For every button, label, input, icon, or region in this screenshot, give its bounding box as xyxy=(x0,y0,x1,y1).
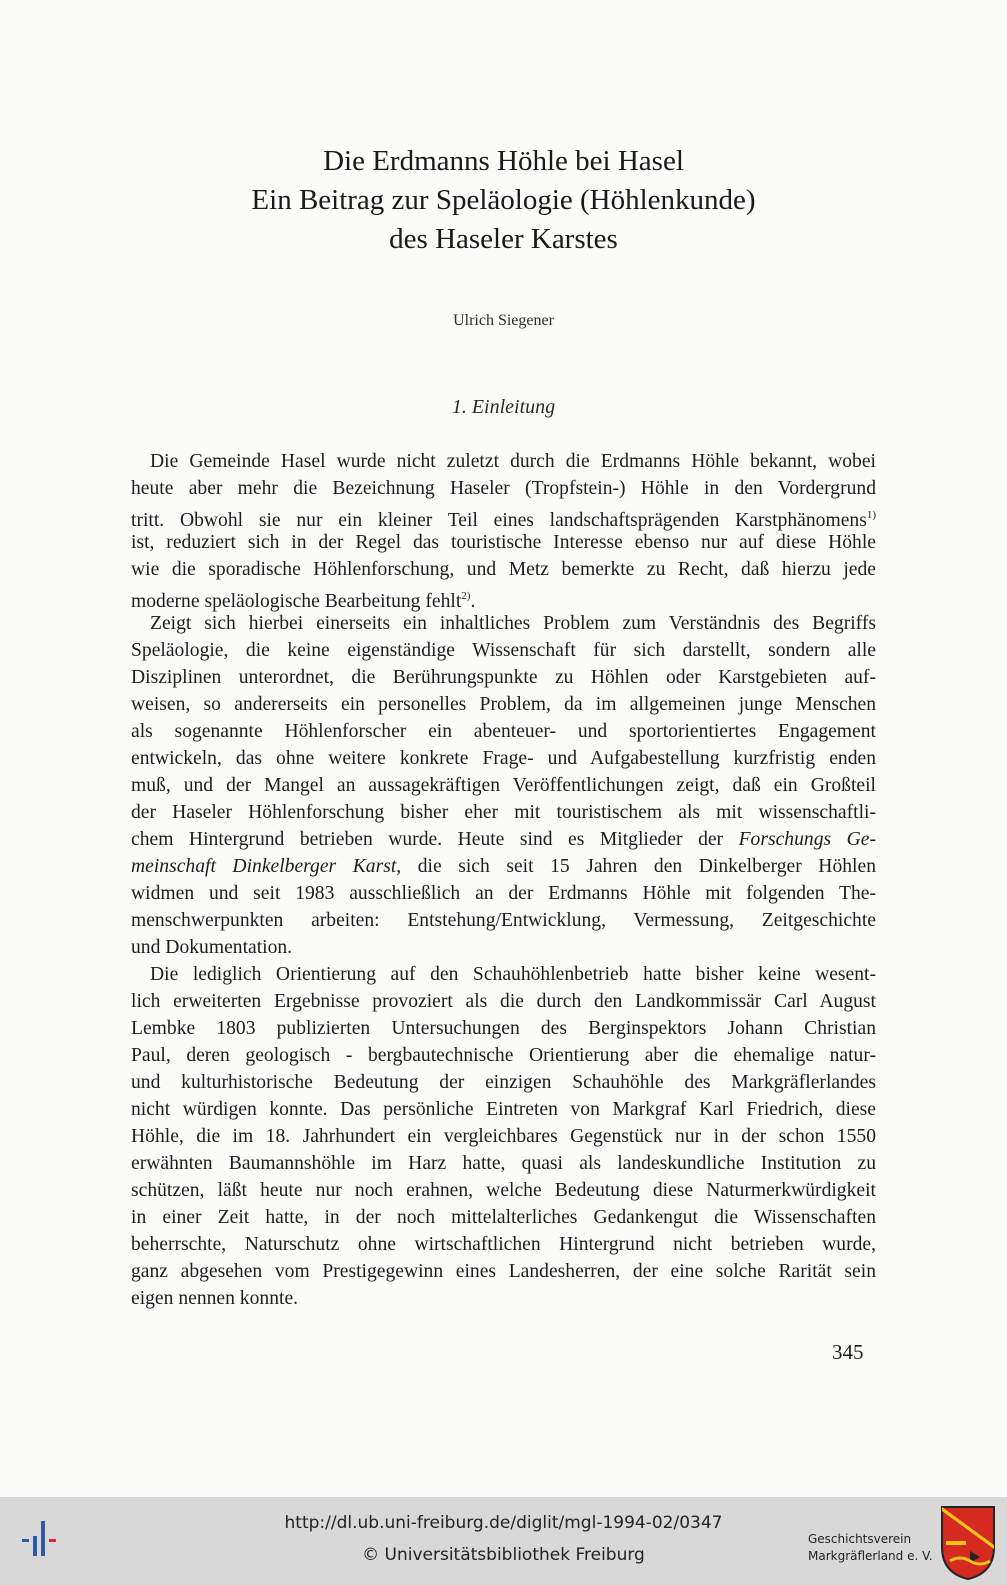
text-line: der Haseler Höhlenforschung bisher eher mit touristischem als mit wissenschaftli- xyxy=(131,802,876,823)
copyright-notice: © Universitätsbibliothek Freiburg xyxy=(362,1545,645,1565)
text-line xyxy=(131,853,876,880)
text-line: Höhle, die im 18. Jahrhundert ein vergleichbares Gegenstück nur in der schon 1550 xyxy=(131,1126,876,1147)
text-line: und Dokumentation. xyxy=(131,937,293,958)
title-line-3: des Haseler Karstes xyxy=(389,223,618,255)
society-line-1: Geschichtsverein xyxy=(808,1532,912,1546)
text-line: menschwerpunkten arbeiten: Entstehung/Entwicklung, Vermessung, Zeitgeschichte xyxy=(131,910,876,931)
italic-segment: meinschaft Dinkelberger Karst xyxy=(131,856,397,877)
footer-bar xyxy=(0,1497,1007,1585)
text-line: schützen, läßt heute nur noch erahnen, welche Bedeutung diese Naturmerkwürdigkeit xyxy=(131,1180,876,1201)
text-segment: . xyxy=(470,591,476,612)
text-line: beherrschte, Naturschutz ohne wirtschaftlichen Hintergrund nicht betrieben wurde, xyxy=(131,1234,876,1255)
page-number: 345 xyxy=(832,1340,864,1364)
text-line: und kulturhistorische Bedeutung der einzigen Schauhöhle des Markgräflerlandes xyxy=(131,1072,876,1093)
footnote-ref-2[interactable]: 2) xyxy=(461,590,471,602)
text-line: Disziplinen unterordnet, die Berührungspunkte zu Höhlen oder Karstgebieten auf- xyxy=(131,667,876,688)
text-line xyxy=(131,826,876,853)
text-line: eigen nennen konnte. xyxy=(131,1288,299,1309)
text-line: Die lediglich Orientierung auf den Schauhöhlenbetrieb hatte bisher keine wesent- xyxy=(150,964,876,985)
source-url[interactable]: http://dl.ub.uni-freiburg.de/diglit/mgl-1994-02/0347 xyxy=(284,1513,723,1533)
coat-of-arms-icon xyxy=(940,1505,996,1581)
text-line: entwickeln, das ohne weitere konkrete Frage- und Aufgabestellung kurzfristig enden xyxy=(131,748,876,769)
text-line: in einer Zeit hatte, in der noch mittelalterliches Gedankengut die Wissenschaften xyxy=(131,1207,876,1228)
title-line-1: Die Erdmanns Höhle bei Hasel xyxy=(323,145,684,177)
text-line: ganz abgesehen vom Prestigegewinn eines Landesherren, der eine solche Rarität sein xyxy=(131,1261,876,1282)
text-segment: tritt. Obwohl sie nur ein kleiner Teil eines landschaftsprägenden Karstphänomens xyxy=(131,510,867,531)
text-line: Die Gemeinde Hasel wurde nicht zuletzt durch die Erdmanns Höhle bekannt, wobei xyxy=(150,451,876,472)
text-line: Speläologie, die keine eigenständige Wissenschaft für sich darstellt, sondern alle xyxy=(131,640,876,661)
text-line: Zeigt sich hierbei einerseits ein inhaltliches Problem zum Verständnis des Begriffs xyxy=(150,613,876,634)
text-line: erwähnten Baumannshöhle im Harz hatte, quasi als landeskundliche Institution zu xyxy=(131,1153,876,1174)
text-segment: , die sich seit 15 Jahren den Dinkelberger Höhlen xyxy=(396,856,876,877)
italic-segment: Forschungs Ge- xyxy=(738,829,876,850)
text-line: heute aber mehr die Bezeichnung Haseler (Tropfstein-) Höhle in den Vordergrund xyxy=(131,478,876,499)
text-line: lich erweiterten Ergebnisse provoziert als die durch den Landkommissär Carl August xyxy=(131,991,876,1012)
body-text xyxy=(131,448,876,1312)
society-name xyxy=(808,1531,933,1565)
author-name: Ulrich Siegener xyxy=(453,312,554,329)
text-line: als sogenannte Höhlenforscher ein abenteuer- und sportorientiertes Engagement xyxy=(131,721,876,742)
text-line: ist, reduziert sich in der Regel das touristische Interesse ebenso nur auf diese Höhle xyxy=(131,532,876,553)
text-segment: moderne speläologische Bearbeitung fehlt xyxy=(131,591,462,612)
text-line: widmen und seit 1983 ausschließlich an der Erdmanns Höhle mit folgenden The- xyxy=(131,883,876,904)
society-line-2: Markgräflerland e. V. xyxy=(808,1549,933,1563)
title-line-2: Ein Beitrag zur Speläologie (Höhlenkunde) xyxy=(251,184,756,216)
text-line xyxy=(131,502,876,529)
text-line xyxy=(131,583,876,610)
article-title xyxy=(0,142,1007,259)
text-line: muß, und der Mangel an aussagekräftigen Veröffentlichungen zeigt, daß ein Großteil xyxy=(131,775,876,796)
text-line: weisen, so andererseits ein personelles Problem, da im allgemeinen junge Menschen xyxy=(131,694,876,715)
text-line: Paul, deren geologisch - bergbautechnische Orientierung aber die ehemalige natur- xyxy=(131,1045,876,1066)
section-heading: 1. Einleitung xyxy=(451,396,556,418)
text-line: wie die sporadische Höhlenforschung, und Metz bemerkte zu Recht, daß hierzu jede xyxy=(131,559,876,580)
text-segment: chem Hintergrund betrieben wurde. Heute sind es Mitglieder der xyxy=(131,829,724,850)
text-line: nicht würdigen konnte. Das persönliche Eintreten von Markgraf Karl Friedrich, diese xyxy=(131,1099,876,1120)
text-line: Lembke 1803 publizierten Untersuchungen des Berginspektors Johann Christian xyxy=(131,1018,876,1039)
footnote-ref-1[interactable]: 1) xyxy=(866,509,876,521)
